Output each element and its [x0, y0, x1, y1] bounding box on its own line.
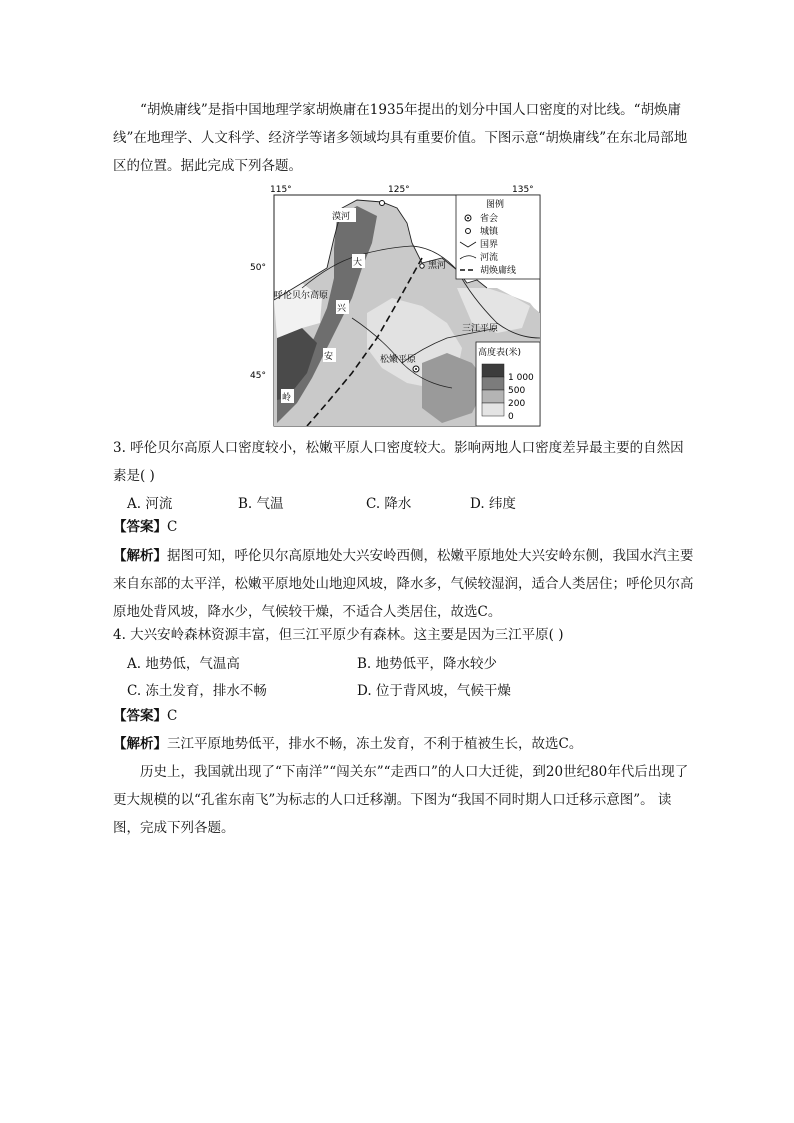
q3-analysis-text: 据图可知，呼伦贝尔高原地处大兴安岭西侧，松嫩平原地处大兴安岭东侧，我国水汽主要来自东部的太平洋，松嫩平原地处山地迎风坡，降水多，气候较湿润，适合人类居住；呼伦贝尔高原地处背风坡，降水少，气候较干燥，不适合人类居住，故选C。	[113, 548, 694, 620]
q4-option-b: B. 地势低平，降水较少	[357, 656, 498, 672]
elevation-tick-200: 200	[508, 399, 526, 409]
hulunbuir-label: 呼伦贝尔高原	[274, 291, 329, 301]
q4-answer-value: C	[167, 708, 178, 724]
heihe-label: 黑河	[428, 261, 447, 271]
q4-analysis-text: 三江平原地势低平，排水不畅，冻土发育，不利于植被生长，故选C。	[167, 736, 583, 752]
q3-answer-value: C	[167, 519, 178, 535]
lat-label-45: 45°	[250, 371, 266, 381]
legend-item-town: 城镇	[480, 227, 499, 237]
town-marker	[420, 264, 424, 268]
xing-label: 兴	[337, 304, 347, 314]
legend-item-border: 国界	[480, 240, 499, 250]
an-label: 安	[324, 352, 334, 362]
q3-answer-line	[113, 513, 693, 541]
lat-label-50: 50°	[250, 263, 266, 273]
elevation-tick-1000: 1 000	[508, 373, 534, 383]
elevation-swatch-0	[482, 403, 504, 416]
lon-label-125: 125°	[388, 185, 410, 195]
q4-analysis	[113, 730, 693, 758]
songnen-label: 松嫩平原	[380, 355, 417, 365]
q4-analysis-label: 【解析】	[113, 736, 167, 752]
capital-marker-dot	[415, 368, 417, 370]
q3-option-d: D. 纬度	[470, 496, 516, 512]
q3-answer-label: 【答案】	[113, 519, 167, 535]
q4-answer-line	[113, 702, 693, 730]
elevation-swatch-200	[482, 390, 504, 403]
sanjiang-label: 三江平原	[462, 324, 499, 334]
q3-analysis-label: 【解析】	[113, 548, 167, 564]
q3-option-a: A. 河流	[127, 496, 173, 512]
elevation-tick-500: 500	[508, 386, 526, 396]
q3-option-b: B. 气温	[238, 496, 284, 512]
ling-label: 岭	[282, 393, 292, 403]
q4-option-c: C. 冻土发育，排水不畅	[127, 683, 267, 699]
q3-analysis	[113, 542, 695, 626]
legend-title: 图例	[486, 200, 505, 210]
question-4-text: 4. 大兴安岭森林资源丰富，但三江平原少有森林。这主要是因为三江平原( )	[113, 627, 564, 643]
elevation-swatch-1000	[482, 364, 504, 377]
mohe-label: 漠河	[332, 212, 351, 222]
lon-label-135: 135°	[512, 185, 534, 195]
northeast-china-map	[250, 185, 542, 428]
question-4-stem	[113, 621, 693, 649]
intro-paragraph-2: 历史上，我国就出现了“下南洋”“闯关东”“走西口”的人口大迁徙，到20世纪80年代后出现了更大规模的以“孔雀东南飞”为标志的人口迁移潮。下图为“我国不同时期人口迁移示意图”。 读图，完成下列各题。	[113, 764, 689, 836]
elevation-tick-0: 0	[508, 412, 514, 422]
q3-option-c: C. 降水	[366, 496, 412, 512]
q4-option-d: D. 位于背风坡，气候干燥	[357, 683, 511, 699]
town-legend-icon	[466, 229, 471, 234]
da-label: 大	[353, 258, 363, 268]
elevation-swatch-500	[482, 377, 504, 390]
elevation-title: 高度表(米)	[478, 348, 522, 358]
q4-answer-label: 【答案】	[113, 708, 167, 724]
intro-paragraph: “胡焕庸线”是指中国地理学家胡焕庸在1935年提出的划分中国人口密度的对比线。“胡焕庸线”在地理学、人文科学、经济学等诸多领域均具有重要价值。下图示意“胡焕庸线”在东北局部地区的位置。据此完成下列各题。	[113, 102, 688, 174]
question-3-text: 3. 呼伦贝尔高原人口密度较小，松嫩平原人口密度较大。影响两地人口密度差异最主要的自然因素是( )	[113, 440, 684, 484]
town-marker	[380, 201, 385, 206]
question-3-stem	[113, 434, 693, 490]
legend-item-river: 河流	[480, 253, 499, 263]
q4-option-a: A. 地势低，气温高	[127, 656, 240, 672]
legend-item-capital: 省会	[480, 214, 499, 224]
legend-item-hu-line: 胡焕庸线	[480, 266, 517, 276]
lon-label-115: 115°	[270, 185, 292, 195]
